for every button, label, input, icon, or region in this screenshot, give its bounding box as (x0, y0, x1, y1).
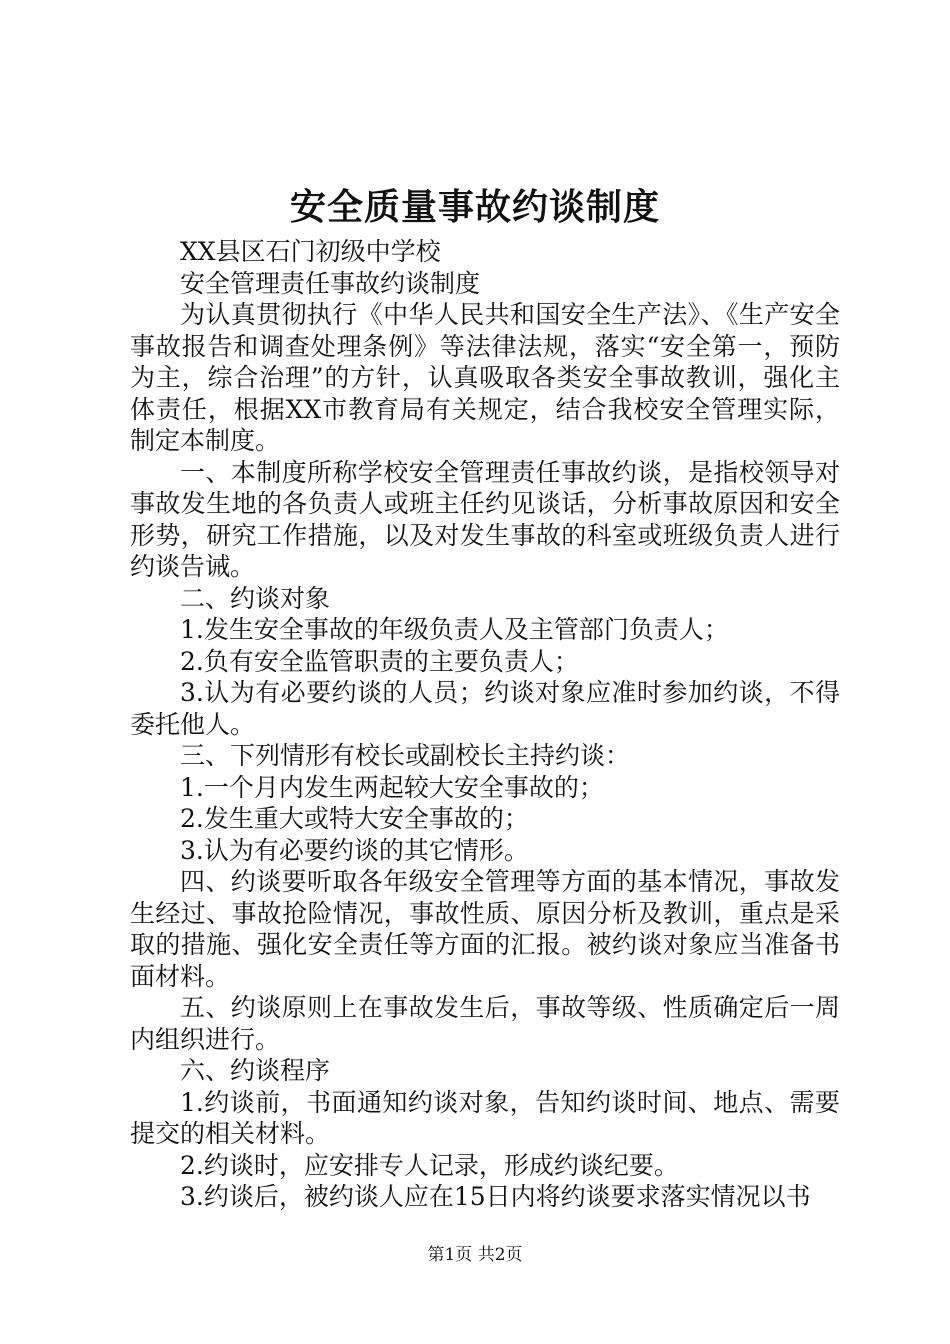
section-3-heading: 三、下列情形有校长或副校长主持约谈： (180, 741, 631, 770)
section-2-item-1: 1.发生安全事故的年级负责人及主管部门负责人； (180, 615, 729, 644)
section-2-item-3: 3.认为有必要约谈的人员；约谈对象应准时参加约谈，不得委托他人。 (130, 678, 840, 739)
section-6-heading: 六、约谈程序 (180, 1056, 331, 1085)
section-6-item-3: 3.约谈后，被约谈人应在15日内将约谈要求落实情况以书 (180, 1182, 811, 1211)
section-2-heading: 二、约谈对象 (180, 583, 331, 613)
section-3-item-2: 2.发生重大或特大安全事故的； (180, 804, 529, 833)
section-2-item-2: 2.负有安全监管职责的主要负责人； (180, 646, 579, 676)
section-3-item-1: 1.一个月内发生两起较大安全事故的； (180, 772, 604, 802)
section-4-paragraph: 四、约谈要听取各年级安全管理等方面的基本情况，事故发生经过、事故抢险情况，事故性质、原因分析及教训，重点是采取的措施、强化安全责任等方面的汇报。被约谈对象应当准备书面材料。 (130, 867, 840, 991)
section-5-paragraph: 五、约谈原则上在事故发生后，事故等级、性质确定后一周内组织进行。 (130, 993, 840, 1054)
section-6-item-2: 2.约谈时，应安排专人记录，形成约谈纪要。 (180, 1150, 679, 1180)
page-title: 安全质量事故约谈制度 (289, 186, 660, 228)
document-body (130, 236, 840, 1213)
section-1-paragraph: 一、本制度所称学校安全管理责任事故约谈，是指校领导对事故发生地的各负责人或班主任约见谈话，分析事故原因和安全形势，研究工作措施，以及对发生事故的科室或班级负责人进行约谈告诫。 (130, 457, 840, 581)
school-name: XX县区石门初级中学校 (180, 237, 441, 266)
intro-paragraph: 为认真贯彻执行《中华人民共和国安全生产法》、《生产安全事故报告和调查处理条例》等法律法规，落实“安全第一，预防为主，综合治理”的方针，认真吸取各类安全事故教训，强化主体责任，根据XX市教育局有关规定，结合我校安全管理实际，制定本制度。 (130, 300, 840, 455)
section-3-item-3: 3.认为有必要约谈的其它情形。 (180, 835, 529, 865)
section-6-item-1: 1.约谈前，书面通知约谈对象，告知约谈时间、地点、需要提交的相关材料。 (130, 1087, 840, 1148)
regulation-subtitle: 安全管理责任事故约谈制度 (180, 268, 481, 298)
page-number-footer: 第1页 共2页 (427, 1245, 523, 1265)
